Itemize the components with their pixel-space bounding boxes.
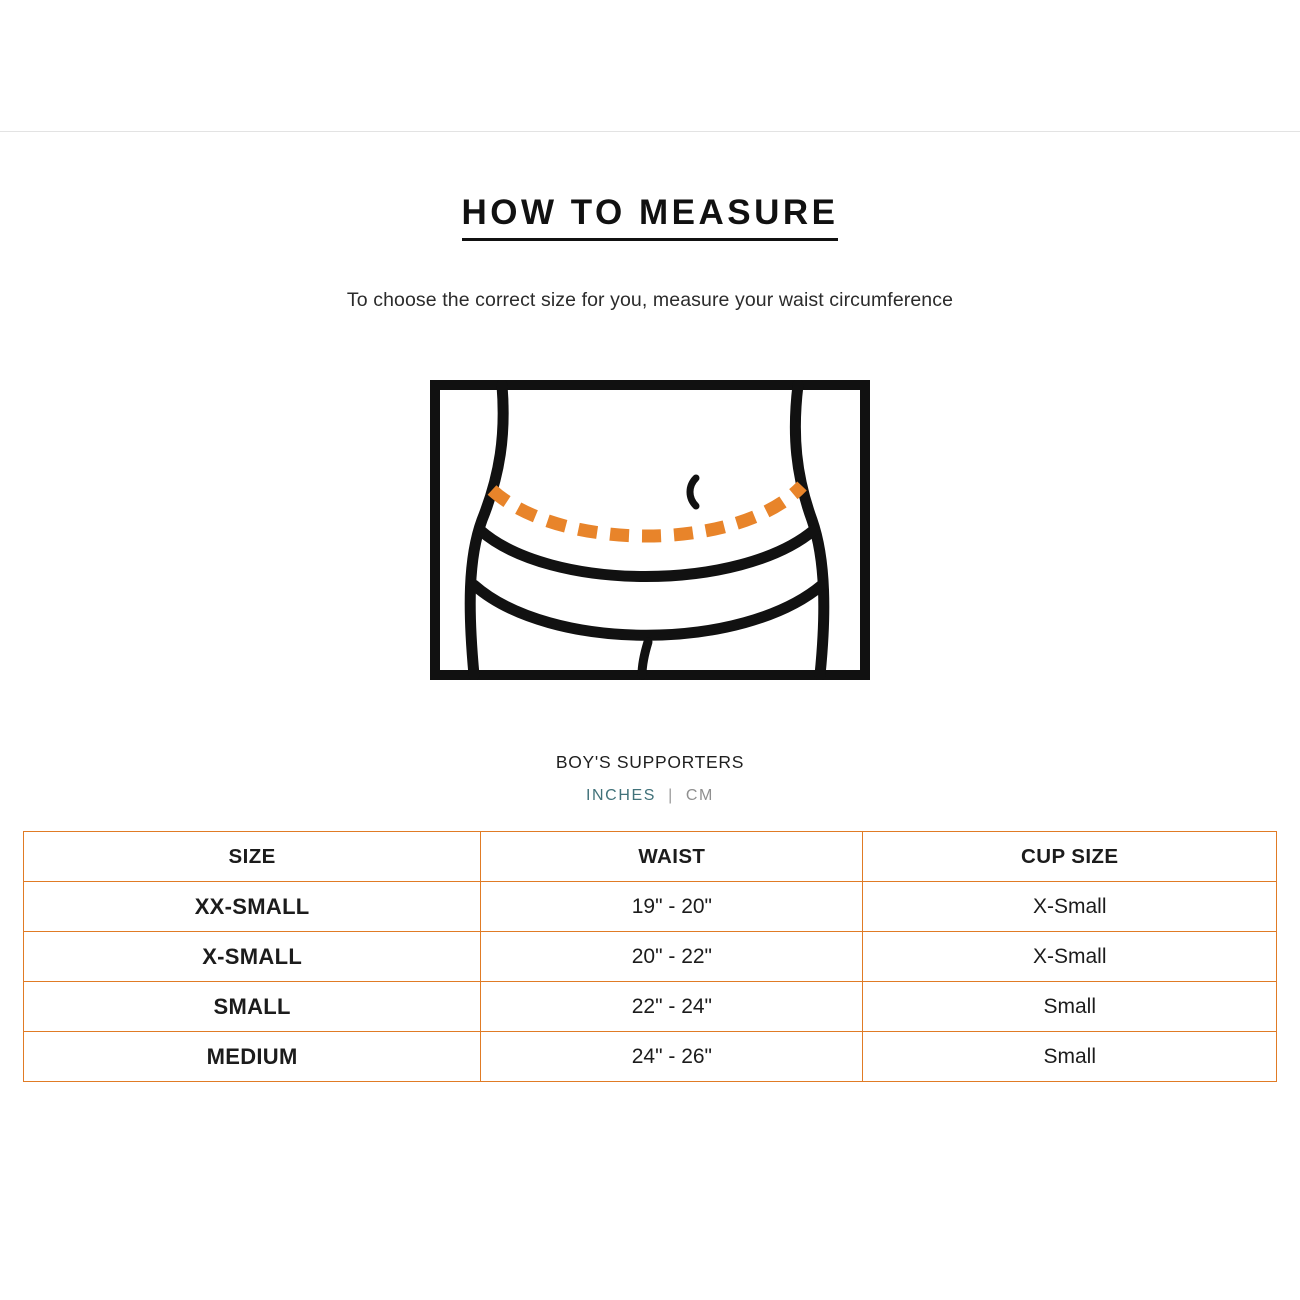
column-header-cup-size: CUP SIZE	[863, 832, 1277, 882]
waist-measurement-icon	[430, 380, 870, 680]
unit-toggle[interactable]	[0, 787, 1300, 805]
page-content	[0, 131, 1300, 1082]
cell-size: XX-SMALL	[24, 882, 481, 932]
table-header-row	[24, 832, 1277, 882]
figure-container	[0, 380, 1300, 680]
unit-separator: |	[668, 787, 674, 804]
column-header-size: SIZE	[24, 832, 481, 882]
unit-inches[interactable]: INCHES	[585, 787, 657, 804]
page-title	[0, 193, 1300, 241]
cell-waist: 19" - 20"	[481, 882, 863, 932]
table-row	[24, 932, 1277, 982]
chart-title: BOY'S SUPPORTERS	[555, 752, 745, 772]
column-header-waist: WAIST	[481, 832, 863, 882]
unit-cm[interactable]: CM	[685, 787, 714, 804]
cell-waist: 20" - 22"	[481, 932, 863, 982]
cell-waist: 24" - 26"	[481, 1032, 863, 1082]
cell-cup-size: Small	[863, 1032, 1277, 1082]
table-row	[24, 1032, 1277, 1082]
cell-cup-size: X-Small	[863, 932, 1277, 982]
size-chart-table	[23, 831, 1277, 1082]
cell-size: MEDIUM	[24, 1032, 481, 1082]
cell-cup-size: X-Small	[863, 882, 1277, 932]
page-subtitle: To choose the correct size for you, measure your waist circumference	[346, 289, 954, 311]
cell-waist: 22" - 24"	[481, 982, 863, 1032]
cell-size: SMALL	[24, 982, 481, 1032]
page-title-text: HOW TO MEASURE	[462, 193, 839, 241]
table-row	[24, 882, 1277, 932]
cell-size: X-SMALL	[24, 932, 481, 982]
cell-cup-size: Small	[863, 982, 1277, 1032]
table-row	[24, 982, 1277, 1032]
